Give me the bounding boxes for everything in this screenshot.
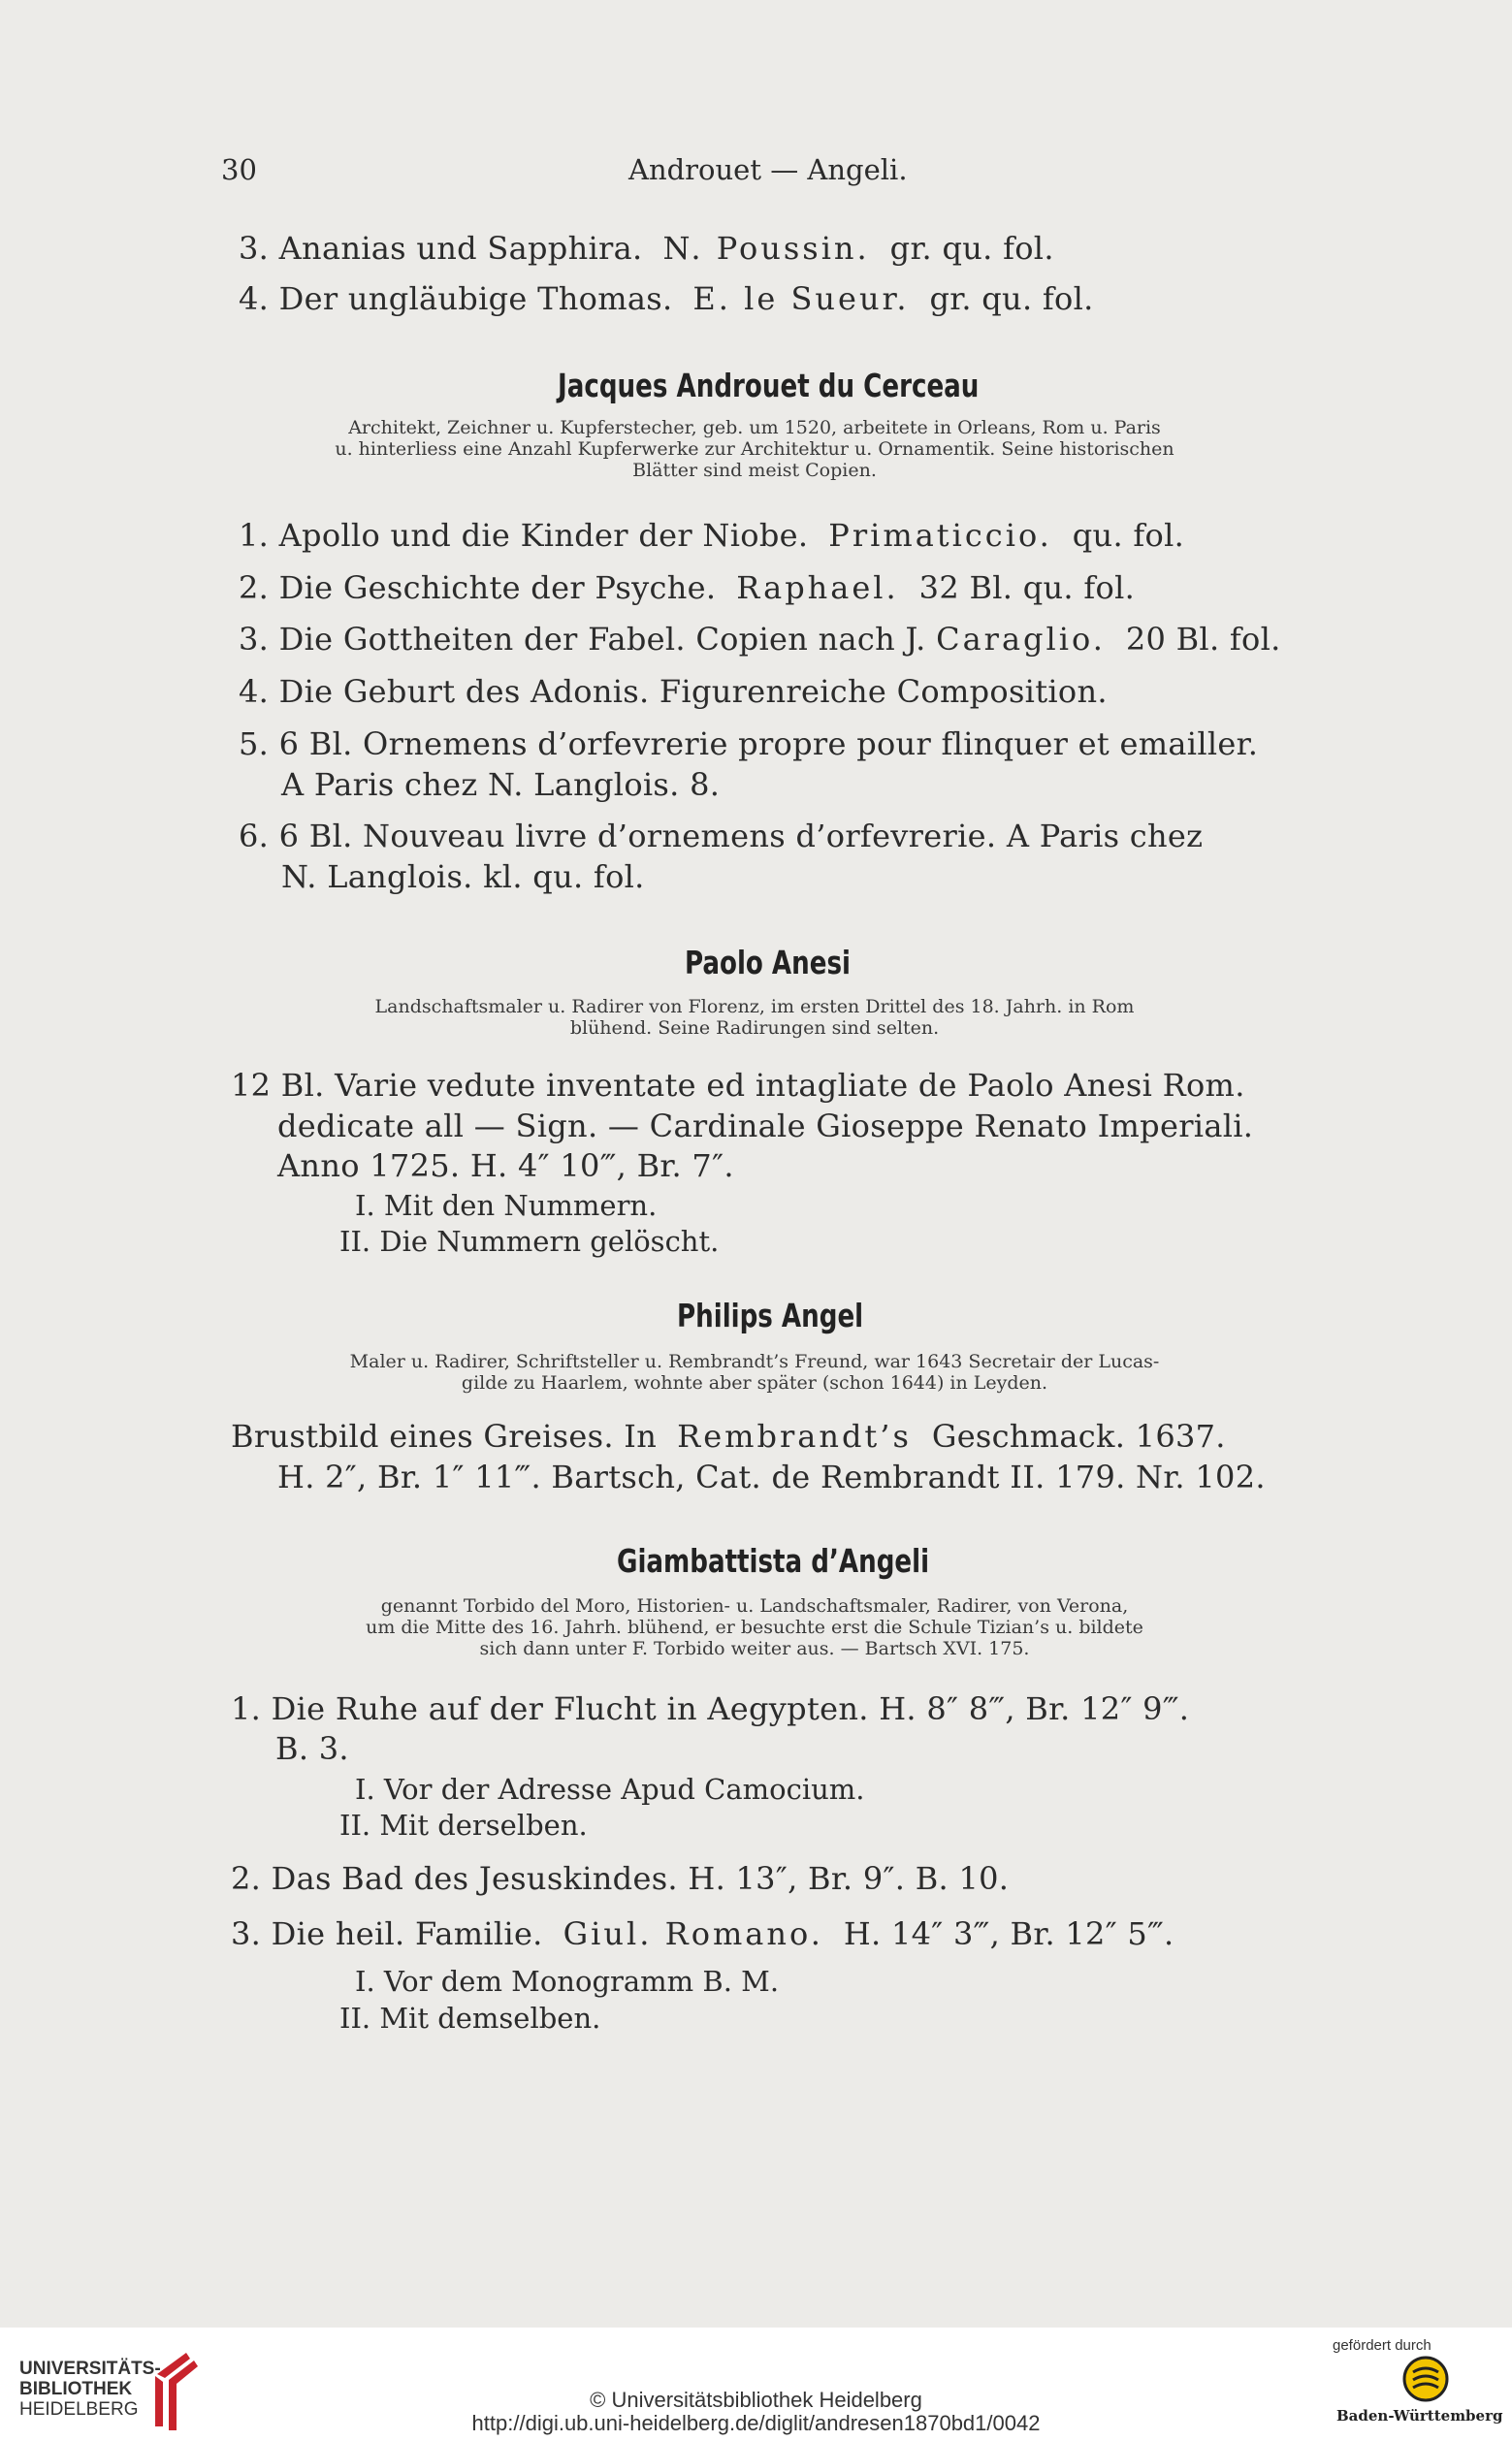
section-bio: Maler u. Radirer, Schriftsteller u. Rembrandt’s Freund, war 1643 Secretair der Lucas- gilde zu Haarlem, wohnte aber später (schon 1644) in Leyden.: [349, 1351, 1160, 1394]
state-item: I. Mit den Nummern.: [355, 1189, 658, 1222]
list-item: 4. Der ungläubige Thomas. E. le Sueur. gr. qu. fol.: [239, 280, 1094, 317]
funded-by-label: gefördert durch: [1333, 2337, 1432, 2354]
list-item: 4. Die Geburt des Adonis. Figurenreiche Composition.: [239, 673, 1108, 710]
page-number: 30: [221, 153, 257, 186]
state-item: II. Mit demselben.: [339, 2002, 601, 2035]
copyright-text: © Universitätsbibliothek Heidelberg: [590, 2388, 922, 2412]
list-item: 3. Ananias und Sapphira. N. Poussin. gr. qu. fol.: [239, 230, 1054, 267]
section-bio: genannt Torbido del Moro, Historien- u. Landschaftsmaler, Radirer, von Verona, um die Mitte des 16. Jahrh. blühend, er besuchte erst die Schule Tizian’s u. bildete sich dann unter F. Torbido weiter aus. — Bartsch XVI. 175.: [366, 1595, 1143, 1659]
state-item: II. Mit derselben.: [339, 1809, 588, 1842]
state-item: I. Vor der Adresse Apud Camocium.: [355, 1773, 865, 1806]
library-name: UNIVERSITÄTS- BIBLIOTHEK HEIDELBERG: [19, 2359, 161, 2420]
permalink[interactable]: http://digi.ub.uni-heidelberg.de/diglit/andresen1870bd1/0042: [471, 2411, 1041, 2435]
list-item: 5. 6 Bl. Ornemens d’orfevrerie propre pour flinquer et emailler.: [239, 725, 1259, 762]
entry-text: H. 2″, Br. 1″ 11‴. Bartsch, Cat. de Rembrandt II. 179. Nr. 102.: [277, 1459, 1266, 1495]
section-heading: Jacques Androuet du Cerceau: [558, 367, 980, 404]
entry-text: 12 Bl. Varie vedute inventate ed intagliate de Paolo Anesi Rom.: [231, 1067, 1245, 1104]
list-item: 1. Die Ruhe auf der Flucht in Aegypten. H. 8″ 8‴, Br. 12″ 9‴.: [231, 1690, 1190, 1727]
running-title: Androuet — Angeli.: [628, 153, 908, 186]
section-bio: Landschaftsmaler u. Radirer von Florenz, im ersten Drittel des 18. Jahrh. in Rom blühend. Seine Radirungen sind selten.: [374, 996, 1135, 1039]
entry-text: Anno 1725. H. 4″ 10‴, Br. 7″.: [277, 1147, 734, 1184]
list-item: 3. Die Gottheiten der Fabel. Copien nach J. Caraglio. 20 Bl. fol.: [239, 621, 1281, 658]
section-heading: Giambattista d’Angeli: [617, 1542, 930, 1580]
entry-text: dedicate all — Sign. — Cardinale Gioseppe Renato Imperiali.: [277, 1108, 1254, 1144]
state-item: I. Vor dem Monogramm B. M.: [355, 1965, 780, 1998]
list-item-continuation: N. Langlois. kl. qu. fol.: [281, 858, 645, 895]
state-item: II. Die Nummern gelöscht.: [339, 1225, 720, 1258]
list-item-continuation: A Paris chez N. Langlois. 8.: [281, 766, 721, 803]
section-heading: Philips Angel: [677, 1297, 864, 1334]
state-coat-of-arms-icon: [1401, 2355, 1450, 2407]
entry-text: Brustbild eines Greises. In Rembrandt’s Geschmack. 1637.: [231, 1418, 1226, 1455]
list-item-continuation: B. 3.: [275, 1730, 349, 1767]
copyright-block: [0, 2389, 1512, 2435]
list-item: 2. Das Bad des Jesuskindes. H. 13″, Br. 9″. B. 10.: [231, 1860, 1010, 1897]
section-bio: Architekt, Zeichner u. Kupferstecher, geb. um 1520, arbeitete in Orleans, Rom u. Paris u. hinterliess eine Anzahl Kupferwerke zur Architektur u. Ornamentik. Seine historischen Blätter sind meist Copien.: [335, 417, 1174, 481]
funder-name: Baden-Württemberg: [1336, 2407, 1503, 2425]
list-item: 2. Die Geschichte der Psyche. Raphael. 32 Bl. qu. fol.: [239, 569, 1136, 606]
list-item: 6. 6 Bl. Nouveau livre d’ornemens d’orfevrerie. A Paris chez: [239, 818, 1204, 854]
list-item: 3. Die heil. Familie. Giul. Romano. H. 14″ 3‴, Br. 12″ 5‴.: [231, 1915, 1174, 1952]
list-item: 1. Apollo und die Kinder der Niobe. Primaticcio. qu. fol.: [239, 517, 1185, 554]
section-heading: Paolo Anesi: [685, 944, 851, 981]
